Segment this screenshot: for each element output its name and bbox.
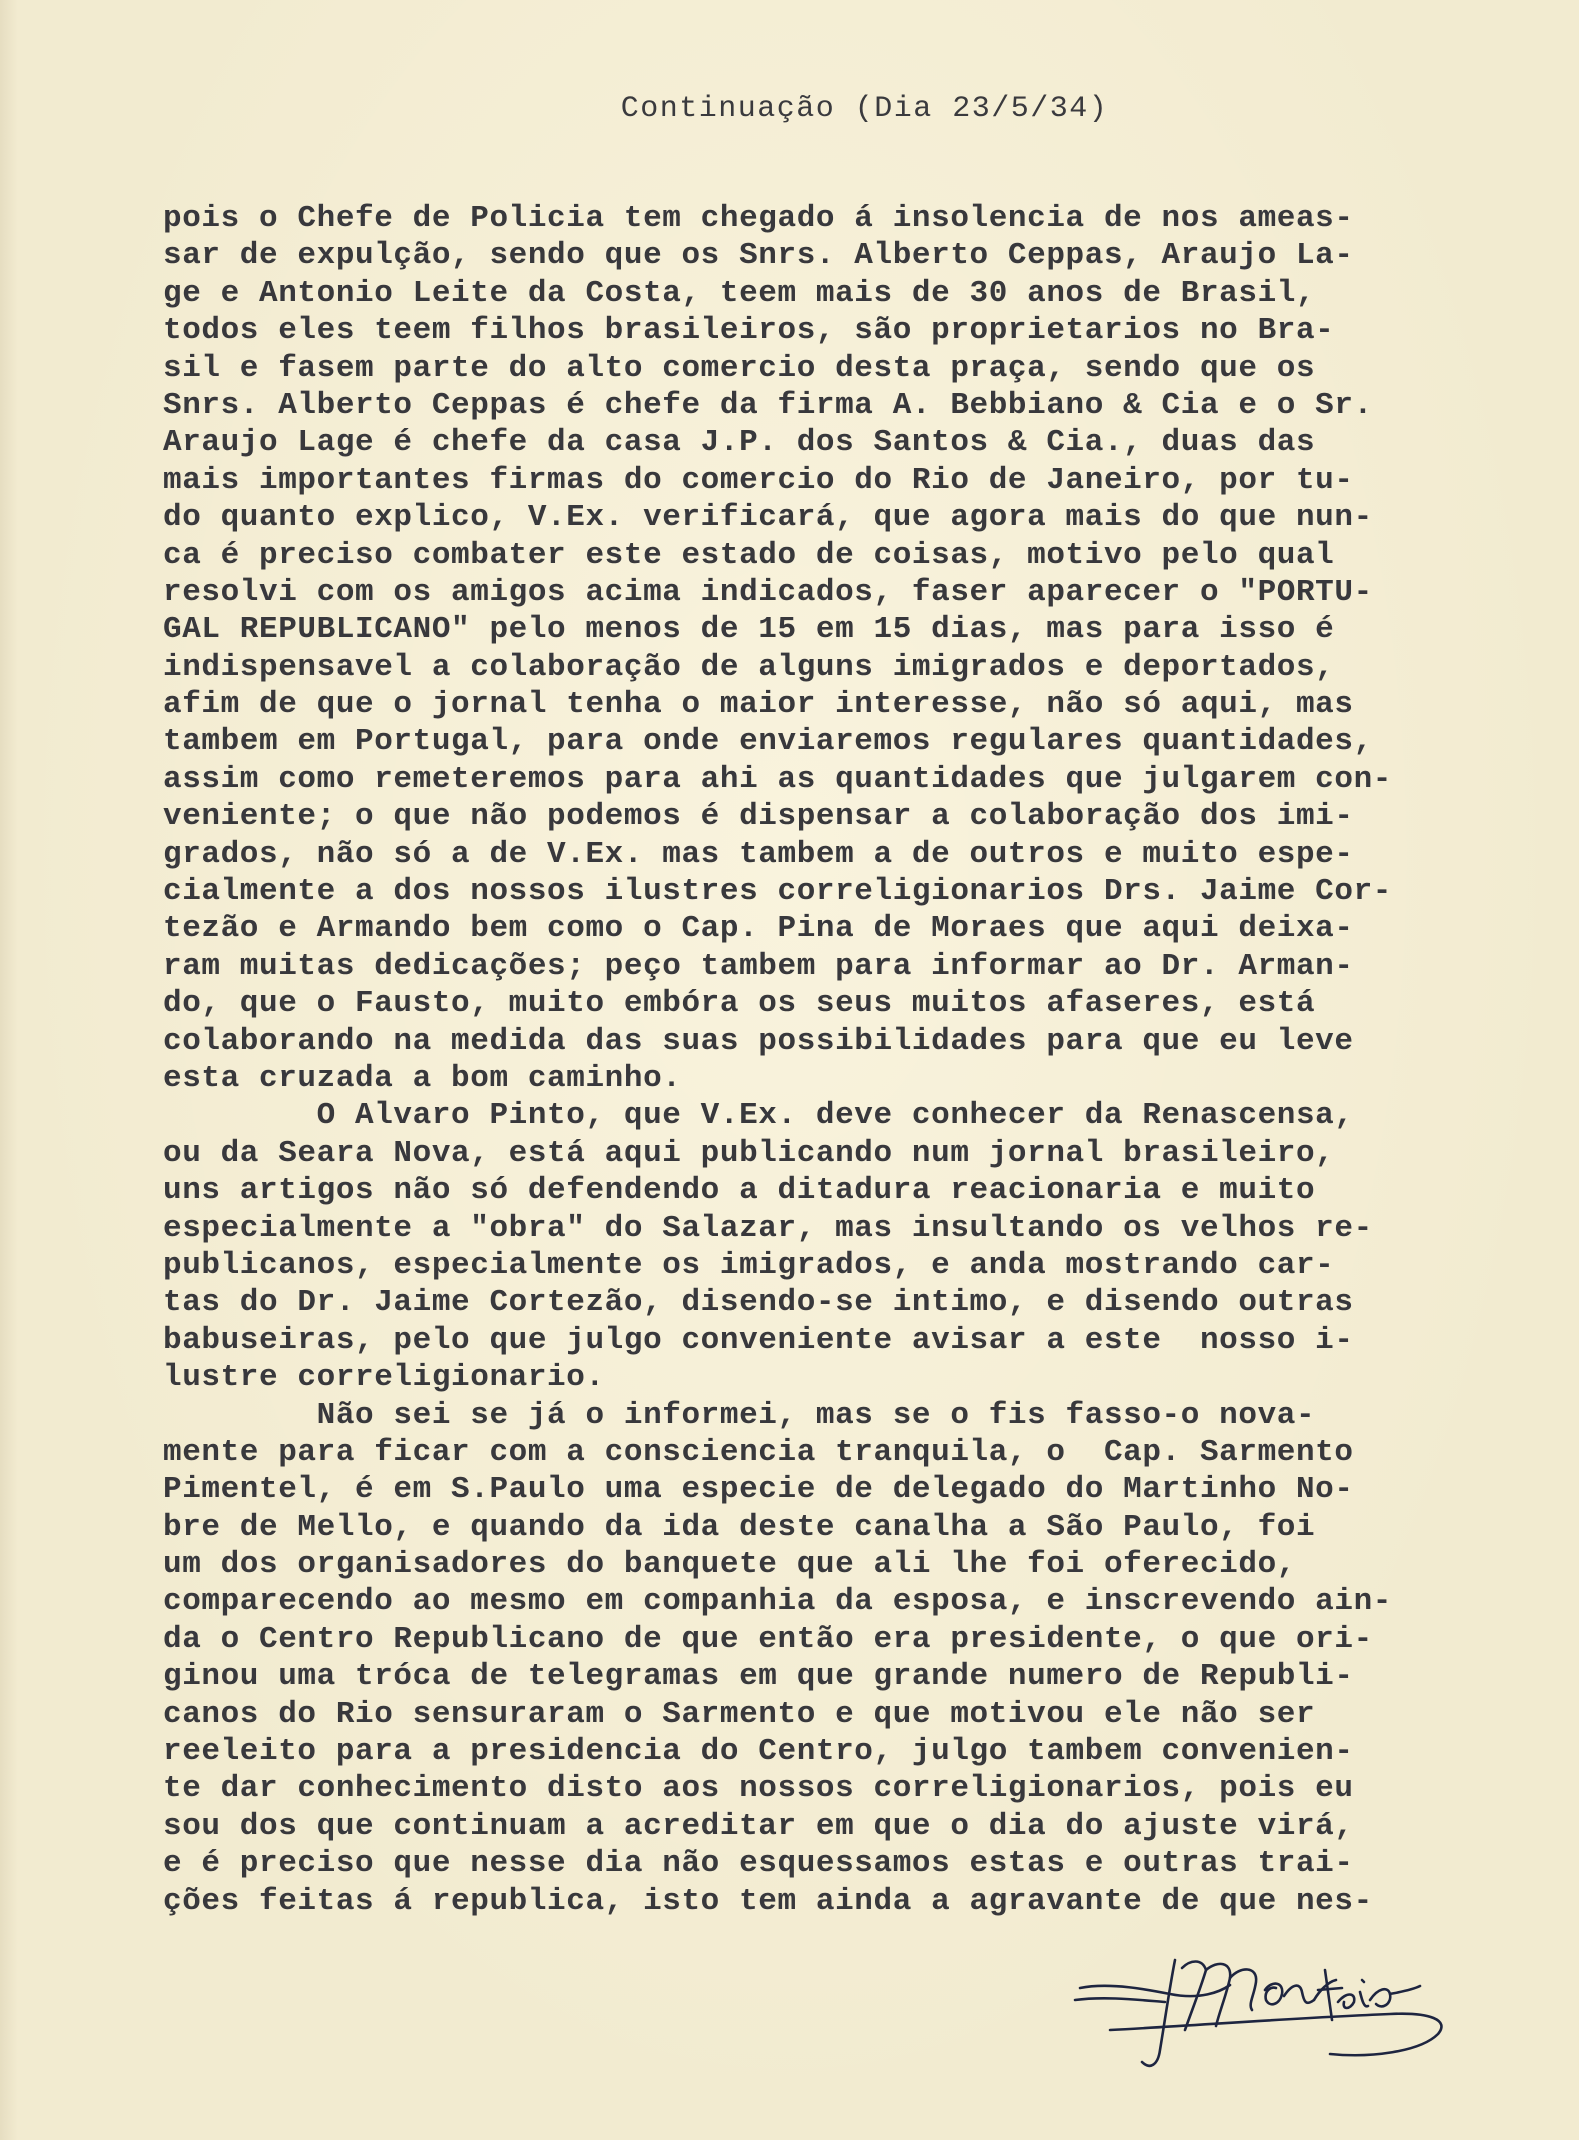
- text-line: indispensavel a colaboração de alguns imigrados e deportados,: [163, 649, 1335, 685]
- text-line: do, que o Fausto, muito embóra os seus muitos afaseres, está: [163, 986, 1316, 1022]
- text-line: ginou uma tróca de telegramas em que grande numero de Republi-: [163, 1659, 1354, 1695]
- text-line: canos do Rio sensuraram o Sarmento e que motivou ele não ser: [163, 1696, 1316, 1732]
- text-line: Araujo Lage é chefe da casa J.P. dos Santos & Cia., duas das: [163, 425, 1316, 461]
- text-line: babuseiras, pelo que julgo conveniente avisar a este nosso i-: [163, 1322, 1354, 1358]
- text-line: mente para ficar com a consciencia tranquila, o Cap. Sarmento: [163, 1434, 1354, 1470]
- text-line: tezão e Armando bem como o Cap. Pina de Moraes que aqui deixa-: [163, 911, 1354, 947]
- text-line: ou da Seara Nova, está aqui publicando num jornal brasileiro,: [163, 1135, 1335, 1171]
- text-line: lustre correligionario.: [163, 1360, 605, 1396]
- text-line: Pimentel, é em S.Paulo uma especie de delegado do Martinho No-: [163, 1472, 1354, 1508]
- letter-body: [163, 200, 1563, 1920]
- text-line: todos eles teem filhos brasileiros, são proprietarios no Bra-: [163, 313, 1335, 349]
- page-header: Continuação (Dia 23/5/34): [620, 92, 1109, 126]
- text-line: reeleito para a presidencia do Centro, julgo tambem convenien-: [163, 1734, 1354, 1770]
- text-line: ções feitas á republica, isto tem ainda a agravante de que nes-: [163, 1883, 1373, 1919]
- handwritten-signature: [1070, 1930, 1470, 2080]
- text-line: ca é preciso combater este estado de coisas, motivo pelo qual: [163, 537, 1335, 573]
- text-line: ram muitas dedicações; peço tambem para informar ao Dr. Arman-: [163, 948, 1354, 984]
- text-line: pois o Chefe de Policia tem chegado á insolencia de nos ameas-: [163, 201, 1354, 236]
- text-line: uns artigos não só defendendo a ditadura reacionaria e muito: [163, 1173, 1316, 1209]
- text-line: tambem em Portugal, para onde enviaremos regulares quantidades,: [163, 724, 1373, 760]
- text-line: um dos organisadores do banquete que ali lhe foi oferecido,: [163, 1547, 1296, 1583]
- text-line: cialmente a dos nossos ilustres correligionarios Drs. Jaime Cor-: [163, 874, 1392, 910]
- text-line: veniente; o que não podemos é dispensar a colaboração dos imi-: [163, 799, 1354, 835]
- text-line: esta cruzada a bom caminho.: [163, 1060, 682, 1096]
- text-line: e é preciso que nesse dia não esquessamos estas e outras trai-: [163, 1846, 1354, 1882]
- text-line: GAL REPUBLICANO" pelo menos de 15 em 15 dias, mas para isso é: [163, 612, 1335, 648]
- text-line: do quanto explico, V.Ex. verificará, que agora mais do que nun-: [163, 500, 1373, 536]
- text-line: afim de que o jornal tenha o maior interesse, não só aqui, mas: [163, 687, 1354, 723]
- text-line: sou dos que continuam a acreditar em que o dia do ajuste virá,: [163, 1808, 1354, 1844]
- text-line: mais importantes firmas do comercio do Rio de Janeiro, por tu-: [163, 462, 1354, 498]
- text-line: ge e Antonio Leite da Costa, teem mais de 30 anos de Brasil,: [163, 275, 1316, 311]
- text-line: sil e fasem parte do alto comercio desta praça, sendo que os: [163, 350, 1316, 386]
- text-line: tas do Dr. Jaime Cortezão, disendo-se intimo, e disendo outras: [163, 1285, 1354, 1321]
- text-line: assim como remeteremos para ahi as quantidades que julgarem con-: [163, 761, 1392, 797]
- text-line: especialmente a "obra" do Salazar, mas insultando os velhos re-: [163, 1210, 1373, 1246]
- text-line: Não sei se já o informei, mas se o fis fasso-o nova-: [163, 1397, 1316, 1433]
- text-line: grados, não só a de V.Ex. mas tambem a de outros e muito espe-: [163, 836, 1354, 872]
- text-line: da o Centro Republicano de que então era presidente, o que ori-: [163, 1621, 1373, 1657]
- text-line: sar de expulção, sendo que os Snrs. Alberto Ceppas, Araujo La-: [163, 238, 1354, 274]
- text-line: colaborando na medida das suas possibilidades para que eu leve: [163, 1023, 1354, 1059]
- text-line: comparecendo ao mesmo em companhia da esposa, e inscrevendo ain-: [163, 1584, 1392, 1620]
- text-line: Snrs. Alberto Ceppas é chefe da firma A. Bebbiano & Cia e o Sr.: [163, 387, 1373, 423]
- text-line: publicanos, especialmente os imigrados, e anda mostrando car-: [163, 1247, 1335, 1283]
- text-line: bre de Mello, e quando da ida deste canalha a São Paulo, foi: [163, 1509, 1316, 1545]
- text-line: te dar conhecimento disto aos nossos correligionarios, pois eu: [163, 1771, 1354, 1807]
- text-line: O Alvaro Pinto, que V.Ex. deve conhecer da Renascensa,: [163, 1098, 1354, 1134]
- text-line: resolvi com os amigos acima indicados, faser aparecer o "PORTU-: [163, 574, 1373, 610]
